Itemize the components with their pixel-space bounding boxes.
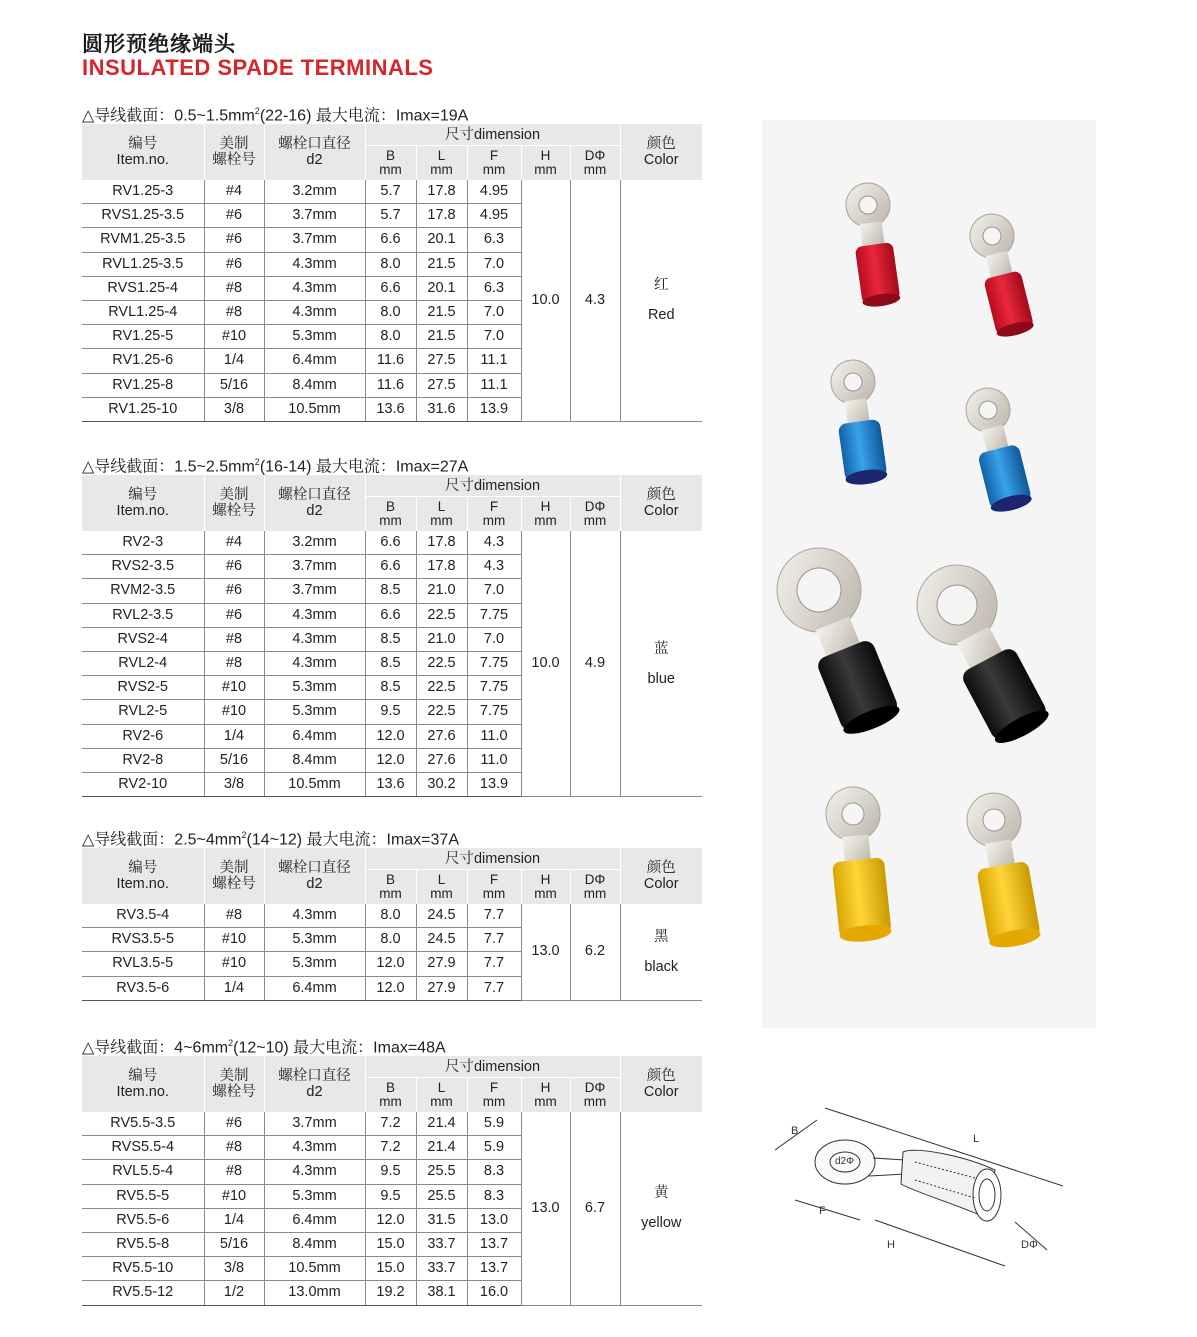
- table-cell: 12.0: [365, 748, 416, 772]
- table-cell: 21.0: [416, 627, 467, 651]
- table-cell: 21.5: [416, 252, 467, 276]
- col-h: H mm: [521, 146, 570, 181]
- col-std: 美制 螺栓号: [204, 1056, 264, 1112]
- col-d: DΦ mm: [570, 497, 620, 532]
- table-cell: 7.0: [467, 252, 521, 276]
- dimension-drawing: [765, 1100, 1095, 1300]
- col-d: DΦ mm: [570, 146, 620, 181]
- table-cell: #10: [204, 1184, 264, 1208]
- table-cell: 27.9: [416, 976, 467, 1000]
- table-cell: 5.9: [467, 1112, 521, 1136]
- table-cell: 5.3mm: [264, 700, 365, 724]
- table-cell: 8.4mm: [264, 748, 365, 772]
- spec-table: [82, 475, 702, 797]
- table-cell: 12.0: [365, 976, 416, 1000]
- color-value: 黄 yellow: [620, 1112, 702, 1305]
- table-cell: 11.1: [467, 349, 521, 373]
- table-cell: 8.4mm: [264, 373, 365, 397]
- table-cell: 5.3mm: [264, 928, 365, 952]
- table-cell: 1/4: [204, 1208, 264, 1232]
- h-value: 10.0: [521, 180, 570, 421]
- table-cell: 22.5: [416, 651, 467, 675]
- table-cell: 22.5: [416, 676, 467, 700]
- table-cell: 6.6: [365, 531, 416, 555]
- table-cell: 12.0: [365, 952, 416, 976]
- table-cell: 5.7: [365, 180, 416, 204]
- table-cell: 9.5: [365, 1160, 416, 1184]
- table-cell: RVS5.5-4: [82, 1136, 204, 1160]
- table-cell: RV1.25-10: [82, 397, 204, 421]
- table-cell: RVL2-5: [82, 700, 204, 724]
- table-cell: 25.5: [416, 1184, 467, 1208]
- section-heading: △导线截面：$4\sim 6mm^2(12\sim 10)$ 最大电流：Imax=48A: [82, 1038, 446, 1057]
- spec-table: [82, 1056, 702, 1306]
- table-cell: 1/4: [204, 349, 264, 373]
- table-cell: 4.3: [467, 555, 521, 579]
- table-cell: #8: [204, 1136, 264, 1160]
- table-cell: 5.3mm: [264, 676, 365, 700]
- table-cell: RVS2-3.5: [82, 555, 204, 579]
- table-cell: 12.0: [365, 1208, 416, 1232]
- spec-table: [82, 848, 702, 1001]
- section-heading: △导线截面：$2.5\sim 4mm^2(14\sim 12)$ 最大电流：Imax=37A: [82, 830, 459, 849]
- table-cell: 6.4mm: [264, 1208, 365, 1232]
- col-d2: 螺栓口直径 d2: [264, 848, 365, 904]
- table-cell: #10: [204, 325, 264, 349]
- table-cell: 8.0: [365, 904, 416, 928]
- table-cell: RV2-3: [82, 531, 204, 555]
- table-cell: RVS2-5: [82, 676, 204, 700]
- table-cell: 3.7mm: [264, 1112, 365, 1136]
- table-cell: 8.5: [365, 579, 416, 603]
- d-value: 4.3: [570, 180, 620, 421]
- table-cell: 3.7mm: [264, 228, 365, 252]
- table-cell: RVS3.5-5: [82, 928, 204, 952]
- table-cell: RVM2-3.5: [82, 579, 204, 603]
- table-cell: 7.0: [467, 325, 521, 349]
- table-cell: 6.4mm: [264, 724, 365, 748]
- col-l: L mm: [416, 1078, 467, 1113]
- table-cell: 21.0: [416, 579, 467, 603]
- table-cell: 7.7: [467, 904, 521, 928]
- table-cell: 7.7: [467, 976, 521, 1000]
- section-heading: △导线截面：$0.5\sim 1.5mm^2(22-16)$ 最大电流：Imax=19A: [82, 106, 469, 125]
- spec-section: [82, 822, 702, 1001]
- table-cell: 8.5: [365, 651, 416, 675]
- table-cell: 5/16: [204, 373, 264, 397]
- table-cell: 33.7: [416, 1257, 467, 1281]
- table-cell: 27.5: [416, 349, 467, 373]
- table-cell: #6: [204, 1112, 264, 1136]
- table-cell: 13.6: [365, 772, 416, 796]
- terminal-photo-graphic: [762, 120, 1096, 1028]
- table-cell: 7.7: [467, 952, 521, 976]
- spec-section: [82, 98, 702, 422]
- table-cell: 11.1: [467, 373, 521, 397]
- dim-label-l: L: [973, 1133, 980, 1145]
- table-cell: RV5.5-8: [82, 1232, 204, 1256]
- table-cell: 21.4: [416, 1136, 467, 1160]
- table-cell: 7.7: [467, 928, 521, 952]
- table-cell: 8.3: [467, 1160, 521, 1184]
- col-f: F mm: [467, 1078, 521, 1113]
- table-cell: 15.0: [365, 1257, 416, 1281]
- col-item: 编号 Item.no.: [82, 1056, 204, 1112]
- table-cell: 17.8: [416, 180, 467, 204]
- table-cell: 7.0: [467, 627, 521, 651]
- table-cell: RV5.5-10: [82, 1257, 204, 1281]
- table-cell: 7.2: [365, 1112, 416, 1136]
- dim-label-f: F: [819, 1205, 826, 1217]
- table-cell: 4.3mm: [264, 300, 365, 324]
- col-item: 编号 Item.no.: [82, 124, 204, 180]
- dim-label-h: H: [887, 1239, 895, 1251]
- table-cell: 9.5: [365, 700, 416, 724]
- table-cell: 6.6: [365, 276, 416, 300]
- col-color: 颜色 Color: [620, 124, 702, 180]
- table-cell: #10: [204, 700, 264, 724]
- section-heading: △导线截面：$1.5\sim 2.5mm^2(16-14)$ 最大电流：Imax=27A: [82, 457, 469, 476]
- page-title-cn: 圆形预绝缘端头: [82, 33, 236, 56]
- table-cell: 8.0: [365, 928, 416, 952]
- table-cell: 1/2: [204, 1281, 264, 1305]
- table-cell: 4.3mm: [264, 627, 365, 651]
- col-h: H mm: [521, 497, 570, 532]
- table-cell: RV1.25-6: [82, 349, 204, 373]
- table-cell: RVS1.25-3.5: [82, 204, 204, 228]
- table-cell: #8: [204, 276, 264, 300]
- table-cell: 11.0: [467, 724, 521, 748]
- table-cell: 5.3mm: [264, 1184, 365, 1208]
- table-cell: 8.0: [365, 325, 416, 349]
- table-cell: #6: [204, 555, 264, 579]
- table-cell: 4.3mm: [264, 1160, 365, 1184]
- col-d: DΦ mm: [570, 1078, 620, 1113]
- col-b: B mm: [365, 146, 416, 181]
- table-cell: 5.3mm: [264, 952, 365, 976]
- col-d2: 螺栓口直径 d2: [264, 124, 365, 180]
- table-cell: 3.7mm: [264, 579, 365, 603]
- col-h: H mm: [521, 1078, 570, 1113]
- table-cell: 8.5: [365, 627, 416, 651]
- table-cell: 30.2: [416, 772, 467, 796]
- table-cell: #10: [204, 676, 264, 700]
- col-dimension: 尺寸dimension: [365, 1056, 620, 1078]
- col-b: B mm: [365, 1078, 416, 1113]
- table-cell: 5.3mm: [264, 325, 365, 349]
- col-d: DΦ mm: [570, 870, 620, 905]
- col-item: 编号 Item.no.: [82, 848, 204, 904]
- table-cell: #8: [204, 1160, 264, 1184]
- table-cell: 12.0: [365, 724, 416, 748]
- table-cell: 4.3mm: [264, 1136, 365, 1160]
- table-cell: 5.7: [365, 204, 416, 228]
- table-cell: 6.6: [365, 555, 416, 579]
- table-cell: 17.8: [416, 555, 467, 579]
- table-cell: 13.7: [467, 1232, 521, 1256]
- table-cell: 1/4: [204, 724, 264, 748]
- table-cell: 5.9: [467, 1136, 521, 1160]
- table-cell: RV2-10: [82, 772, 204, 796]
- col-color: 颜色 Color: [620, 1056, 702, 1112]
- col-f: F mm: [467, 497, 521, 532]
- dim-label-d: DΦ: [1021, 1239, 1038, 1251]
- table-cell: 7.75: [467, 651, 521, 675]
- table-cell: 22.5: [416, 603, 467, 627]
- table-cell: 10.5mm: [264, 1257, 365, 1281]
- col-b: B mm: [365, 497, 416, 532]
- table-cell: 15.0: [365, 1232, 416, 1256]
- table-cell: 33.7: [416, 1232, 467, 1256]
- table-cell: 31.5: [416, 1208, 467, 1232]
- table-cell: 4.3mm: [264, 651, 365, 675]
- table-row: [82, 1112, 702, 1136]
- table-cell: RV1.25-8: [82, 373, 204, 397]
- table-cell: 6.4mm: [264, 976, 365, 1000]
- table-cell: 4.95: [467, 204, 521, 228]
- col-l: L mm: [416, 497, 467, 532]
- table-cell: #6: [204, 579, 264, 603]
- col-dimension: 尺寸dimension: [365, 848, 620, 870]
- h-value: 10.0: [521, 531, 570, 797]
- color-value: 红 Red: [620, 180, 702, 421]
- dim-label-b: B: [791, 1125, 799, 1137]
- table-cell: 31.6: [416, 397, 467, 421]
- table-row: [82, 531, 702, 555]
- table-cell: 5/16: [204, 1232, 264, 1256]
- table-cell: 21.4: [416, 1112, 467, 1136]
- table-cell: RVS2-4: [82, 627, 204, 651]
- table-cell: 7.75: [467, 603, 521, 627]
- table-cell: 6.4mm: [264, 349, 365, 373]
- table-row: [82, 904, 702, 928]
- table-cell: 13.9: [467, 397, 521, 421]
- color-value: 蓝 blue: [620, 531, 702, 797]
- table-cell: #6: [204, 252, 264, 276]
- table-cell: RVL1.25-3.5: [82, 252, 204, 276]
- table-cell: RV5.5-6: [82, 1208, 204, 1232]
- table-cell: 7.75: [467, 700, 521, 724]
- table-cell: 13.6: [365, 397, 416, 421]
- table-cell: 3.7mm: [264, 204, 365, 228]
- table-cell: 8.0: [365, 252, 416, 276]
- table-cell: 25.5: [416, 1160, 467, 1184]
- table-cell: RV1.25-5: [82, 325, 204, 349]
- table-cell: #6: [204, 228, 264, 252]
- table-cell: RVM1.25-3.5: [82, 228, 204, 252]
- table-cell: 7.2: [365, 1136, 416, 1160]
- spec-section: [82, 1030, 702, 1306]
- table-cell: 3.7mm: [264, 555, 365, 579]
- table-cell: 4.95: [467, 180, 521, 204]
- table-cell: 20.1: [416, 228, 467, 252]
- table-cell: 13.0mm: [264, 1281, 365, 1305]
- table-cell: 9.5: [365, 1184, 416, 1208]
- d-value: 6.7: [570, 1112, 620, 1305]
- col-b: B mm: [365, 870, 416, 905]
- table-cell: RVL5.5-4: [82, 1160, 204, 1184]
- table-cell: 8.4mm: [264, 1232, 365, 1256]
- h-value: 13.0: [521, 904, 570, 1000]
- table-cell: 16.0: [467, 1281, 521, 1305]
- table-cell: #8: [204, 651, 264, 675]
- page-title-en: INSULATED SPADE TERMINALS: [82, 55, 434, 80]
- table-cell: 24.5: [416, 928, 467, 952]
- table-cell: 13.9: [467, 772, 521, 796]
- h-value: 13.0: [521, 1112, 570, 1305]
- table-cell: #10: [204, 928, 264, 952]
- table-cell: 27.5: [416, 373, 467, 397]
- table-cell: #6: [204, 204, 264, 228]
- table-cell: 8.3: [467, 1184, 521, 1208]
- table-cell: #4: [204, 180, 264, 204]
- table-cell: 27.6: [416, 748, 467, 772]
- col-d2: 螺栓口直径 d2: [264, 475, 365, 531]
- table-cell: RVL1.25-4: [82, 300, 204, 324]
- table-cell: RV5.5-12: [82, 1281, 204, 1305]
- table-cell: 1/4: [204, 976, 264, 1000]
- table-cell: RV3.5-6: [82, 976, 204, 1000]
- table-cell: 24.5: [416, 904, 467, 928]
- table-cell: 11.0: [467, 748, 521, 772]
- table-cell: 21.5: [416, 325, 467, 349]
- table-cell: 27.9: [416, 952, 467, 976]
- table-cell: 20.1: [416, 276, 467, 300]
- table-cell: 6.6: [365, 228, 416, 252]
- table-cell: #8: [204, 300, 264, 324]
- table-cell: 17.8: [416, 204, 467, 228]
- d-value: 4.9: [570, 531, 620, 797]
- table-cell: #6: [204, 603, 264, 627]
- table-cell: RVL3.5-5: [82, 952, 204, 976]
- d-value: 6.2: [570, 904, 620, 1000]
- table-cell: RVS1.25-4: [82, 276, 204, 300]
- col-h: H mm: [521, 870, 570, 905]
- table-cell: #8: [204, 904, 264, 928]
- table-row: [82, 180, 702, 204]
- table-cell: 4.3: [467, 531, 521, 555]
- col-std: 美制 螺栓号: [204, 848, 264, 904]
- table-cell: 10.5mm: [264, 397, 365, 421]
- table-cell: 4.3mm: [264, 904, 365, 928]
- table-cell: RVL2-4: [82, 651, 204, 675]
- col-color: 颜色 Color: [620, 848, 702, 904]
- col-item: 编号 Item.no.: [82, 475, 204, 531]
- table-cell: 3.2mm: [264, 180, 365, 204]
- table-cell: 22.5: [416, 700, 467, 724]
- table-cell: 27.6: [416, 724, 467, 748]
- table-cell: #10: [204, 952, 264, 976]
- table-cell: RV2-8: [82, 748, 204, 772]
- table-cell: 5/16: [204, 748, 264, 772]
- table-cell: 13.7: [467, 1257, 521, 1281]
- col-d2: 螺栓口直径 d2: [264, 1056, 365, 1112]
- spec-table: [82, 124, 702, 422]
- table-cell: 4.3mm: [264, 276, 365, 300]
- table-cell: 21.5: [416, 300, 467, 324]
- col-l: L mm: [416, 146, 467, 181]
- table-cell: 11.6: [365, 373, 416, 397]
- table-cell: 10.5mm: [264, 772, 365, 796]
- table-cell: 7.0: [467, 579, 521, 603]
- table-cell: 6.6: [365, 603, 416, 627]
- table-cell: RVL2-3.5: [82, 603, 204, 627]
- table-cell: 13.0: [467, 1208, 521, 1232]
- col-f: F mm: [467, 146, 521, 181]
- col-std: 美制 螺栓号: [204, 475, 264, 531]
- col-color: 颜色 Color: [620, 475, 702, 531]
- table-cell: RV5.5-3.5: [82, 1112, 204, 1136]
- table-cell: 3/8: [204, 772, 264, 796]
- table-cell: 3/8: [204, 397, 264, 421]
- table-cell: 19.2: [365, 1281, 416, 1305]
- table-cell: 11.6: [365, 349, 416, 373]
- col-std: 美制 螺栓号: [204, 124, 264, 180]
- table-cell: RV2-6: [82, 724, 204, 748]
- table-cell: #8: [204, 627, 264, 651]
- dim-label-d2: d2Φ: [835, 1156, 855, 1167]
- table-cell: 17.8: [416, 531, 467, 555]
- table-cell: 6.3: [467, 228, 521, 252]
- table-cell: 3/8: [204, 1257, 264, 1281]
- spec-section: [82, 449, 702, 797]
- table-cell: 7.0: [467, 300, 521, 324]
- color-value: 黑 black: [620, 904, 702, 1000]
- col-f: F mm: [467, 870, 521, 905]
- table-cell: 3.2mm: [264, 531, 365, 555]
- table-cell: 8.0: [365, 300, 416, 324]
- col-dimension: 尺寸dimension: [365, 475, 620, 497]
- product-photo: [762, 120, 1096, 1028]
- table-cell: 6.3: [467, 276, 521, 300]
- table-cell: 7.75: [467, 676, 521, 700]
- table-cell: RV3.5-4: [82, 904, 204, 928]
- table-cell: RV5.5-5: [82, 1184, 204, 1208]
- table-cell: 4.3mm: [264, 252, 365, 276]
- col-dimension: 尺寸dimension: [365, 124, 620, 146]
- table-cell: 8.5: [365, 676, 416, 700]
- table-cell: RV1.25-3: [82, 180, 204, 204]
- table-cell: 4.3mm: [264, 603, 365, 627]
- col-l: L mm: [416, 870, 467, 905]
- table-cell: #4: [204, 531, 264, 555]
- table-cell: 38.1: [416, 1281, 467, 1305]
